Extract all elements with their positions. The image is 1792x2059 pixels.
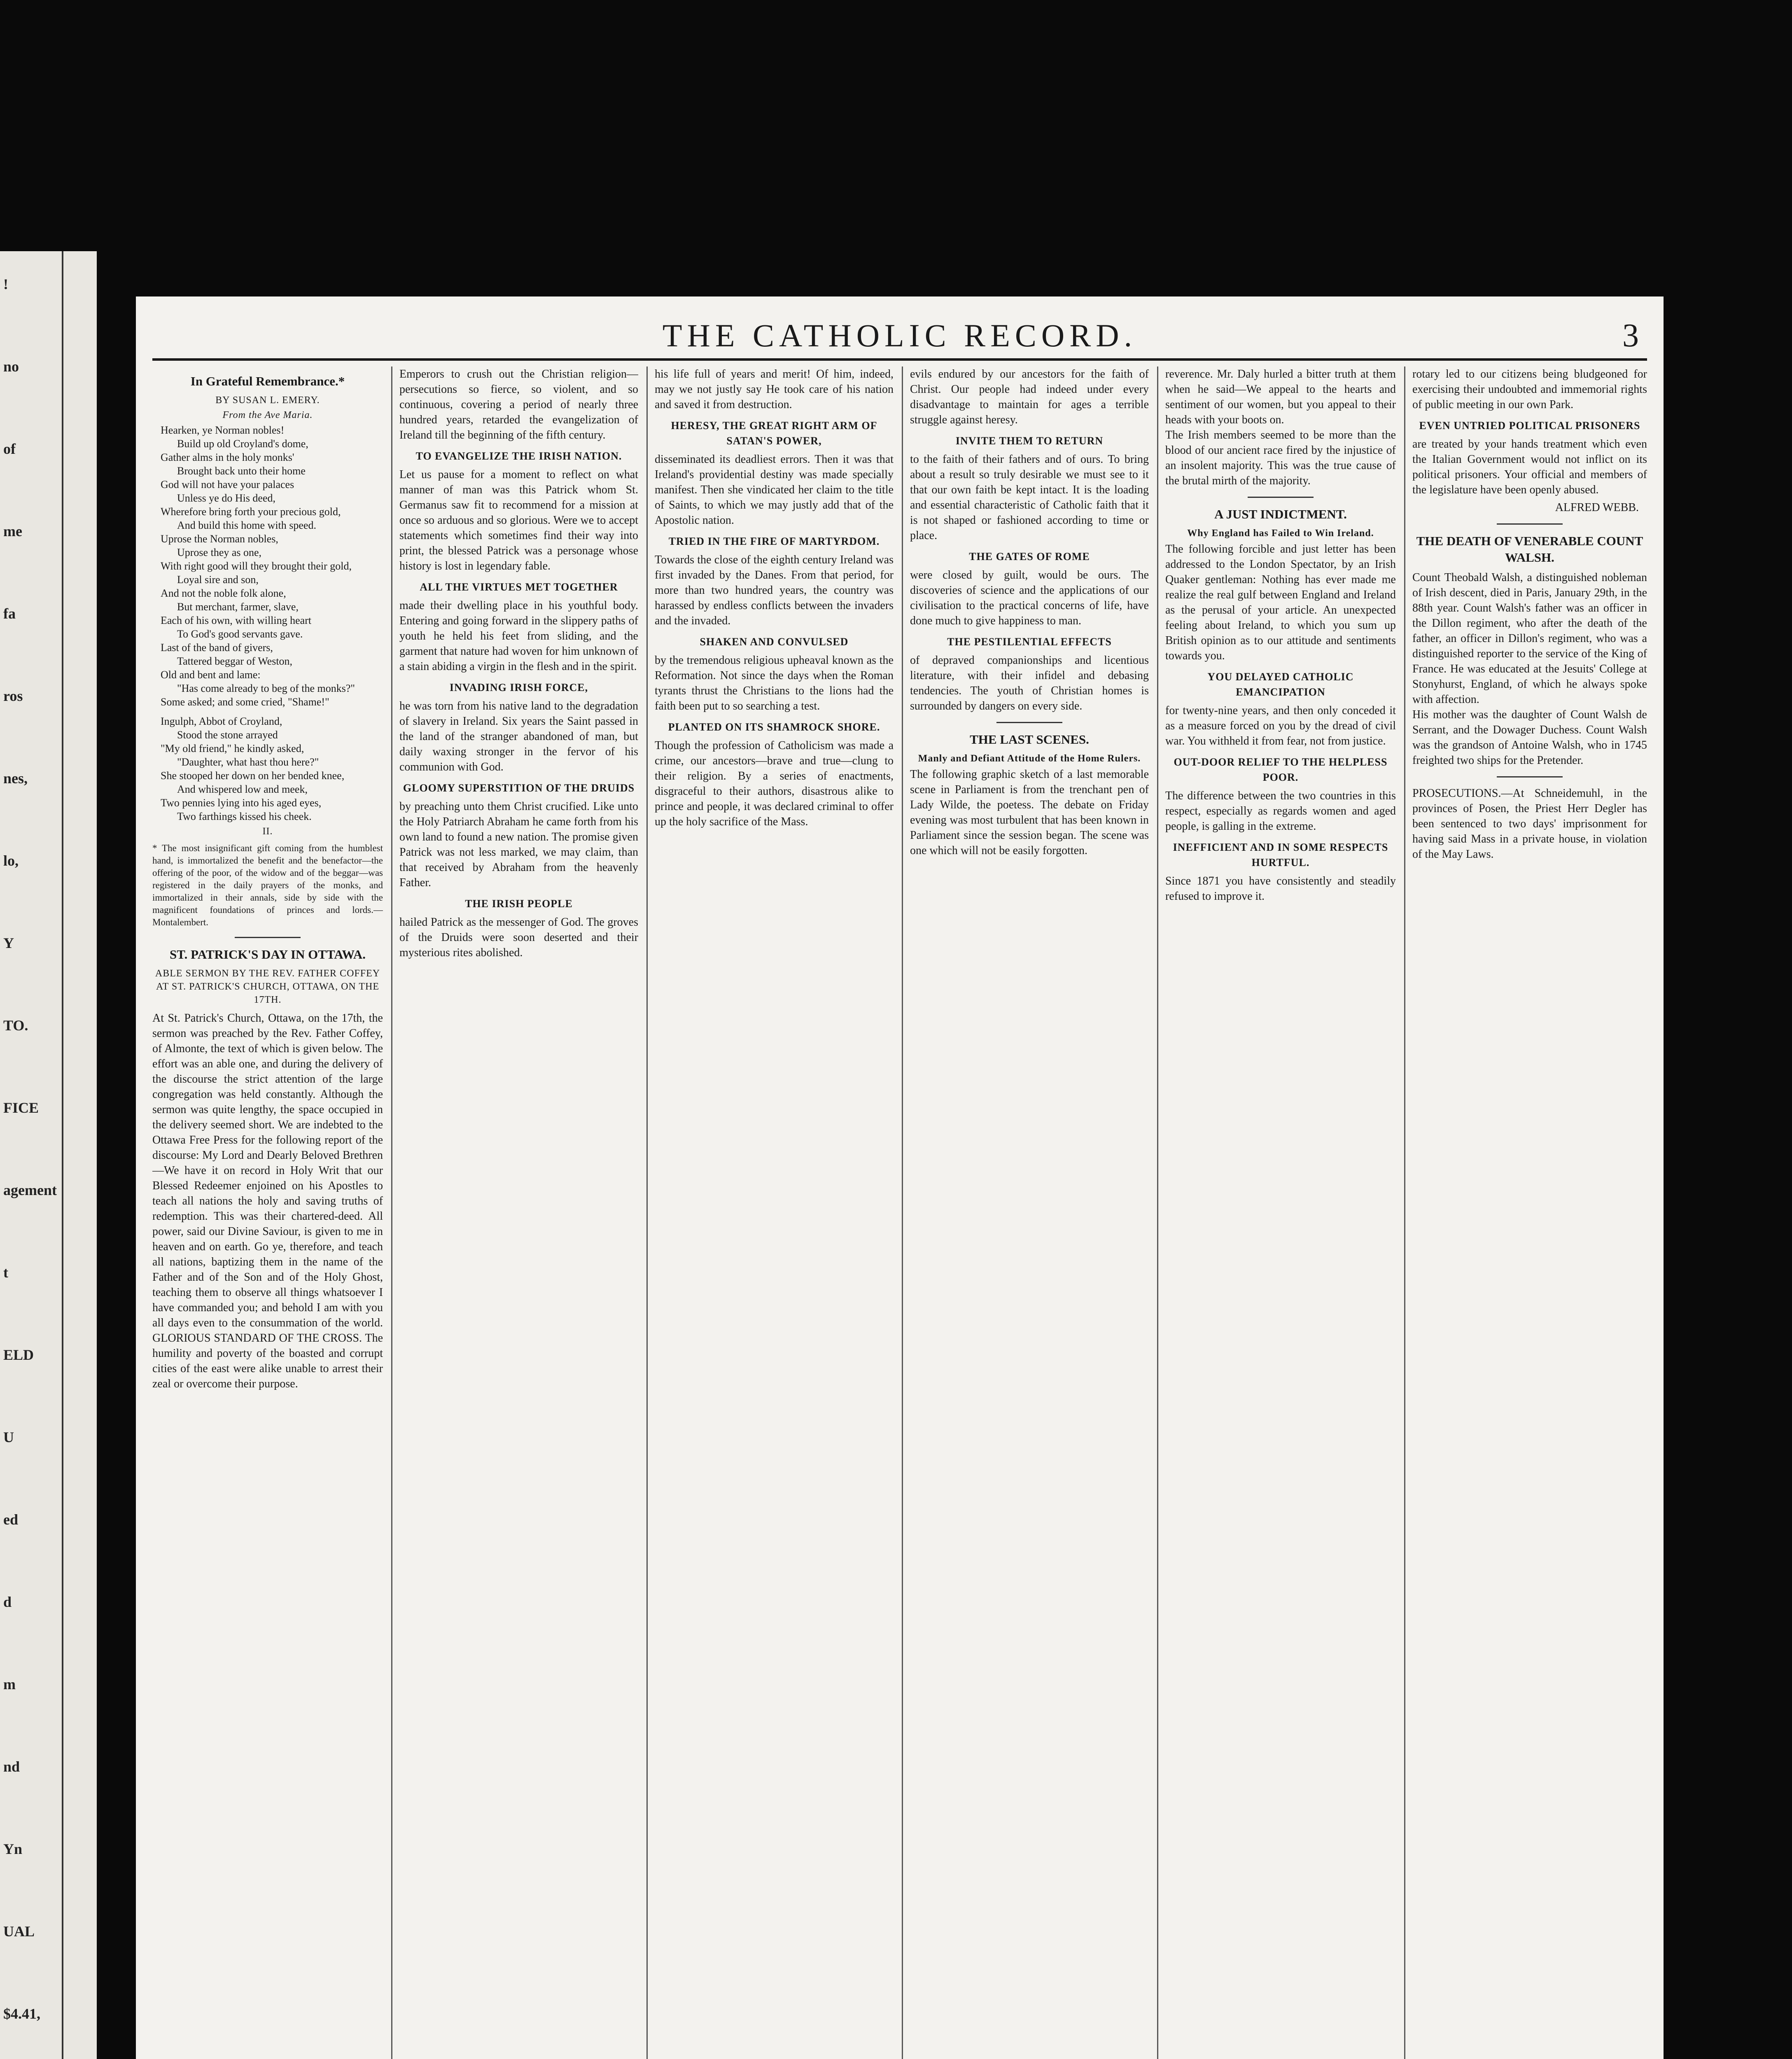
- poem-line: Tattered beggar of Weston,: [177, 655, 293, 667]
- column-text: The difference between the two countries in this respect, especially as regards women and aged people, is galling in the extreme.: [1165, 789, 1396, 833]
- article-title: A JUST INDICTMENT.: [1214, 507, 1347, 521]
- previous-page-text: TO.: [3, 1017, 28, 1034]
- poem-line: "My old friend," he kindly asked,: [161, 742, 304, 754]
- previous-page-text: of: [3, 441, 16, 457]
- poem-line: And whispered low and meek,: [177, 783, 308, 795]
- section-heading: THE IRISH PEOPLE: [465, 898, 573, 910]
- divider: [235, 937, 301, 938]
- poem-title: In Grateful Remembrance.*: [190, 374, 345, 388]
- letter-signature: ALFRED WEBB.: [1555, 501, 1639, 514]
- article-columns: [152, 367, 1647, 2059]
- article-subtitle: Why England has Failed to Win Ireland.: [1187, 528, 1374, 539]
- column-rule: [62, 251, 63, 2059]
- section-heading: EVEN UNTRIED POLITICAL PRISONERS: [1419, 420, 1640, 432]
- column-1: [152, 367, 383, 2059]
- section-heading: INEFFICIENT AND IN SOME RESPECTS HURTFUL.: [1173, 841, 1388, 868]
- column-text: disseminated its deadliest errors. Then it was that Ireland's providential destiny was made specially manifest. Then she vindicated her claim to the title of Saints, to which we may justly add that of the Apostolic nation.: [655, 453, 894, 527]
- column-rule: [1157, 367, 1158, 2059]
- masthead-rule: [152, 358, 1647, 361]
- column-text: made their dwelling place in his youthful body. Entering and going forward in the slippery paths of youth he held his feet from sliding, and the garment that nature had woven for him unknown of a stain abiding a virgin in the flesh and in the spirit.: [399, 599, 638, 673]
- poem-line: Gather alms in the holy monks': [161, 451, 294, 463]
- poem-line: Wherefore bring forth your precious gold,: [161, 506, 341, 518]
- poem-line: Two pennies lying into his aged eyes,: [161, 797, 322, 809]
- previous-page-text: $4.41,: [3, 2005, 40, 2022]
- previous-page-text: no: [3, 358, 19, 375]
- column-text: Since 1871 you have consistently and steadily refused to improve it.: [1165, 875, 1396, 903]
- column-text: of depraved companionships and licentious literature, with their infidel and debasing tendencies. The youth of Christian homes is surrounded by dangers on every side.: [910, 654, 1149, 712]
- previous-page-text: ELD: [3, 1347, 34, 1363]
- poem-line: Uprose they as one,: [177, 546, 262, 558]
- column-rule: [1404, 367, 1405, 2059]
- column-text: Emperors to crush out the Christian religion—persecutions so fierce, so violent, and so continuous, covering a period of nearly three hundred years, retarded the evangelization of Ireland till the beginning of the fifth century.: [399, 368, 638, 441]
- section-heading: YOU DELAYED CATHOLIC EMANCIPATION: [1207, 671, 1354, 698]
- poem-line: Uprose the Norman nobles,: [161, 533, 278, 545]
- poem-line: Old and bent and lame:: [161, 669, 261, 681]
- poem-stanza-1: [152, 423, 383, 709]
- column-text: rotary led to our citizens being bludgeoned for exercising their undoubted and immemorial rights of public meeting in our own Park.: [1412, 368, 1647, 411]
- column-text: The Irish members seemed to be more than the blood of our ancient race fired by the injustice of an insolent majority. This was the true cause of the brutal mirth of the majority.: [1165, 429, 1396, 487]
- column-text: his life full of years and merit! Of him, indeed, may we not justly say He took care of his nation and saved it from destruction.: [655, 368, 894, 411]
- section-heading: SHAKEN AND CONVULSED: [700, 636, 849, 648]
- previous-page-text: lo,: [3, 852, 19, 869]
- section-heading: GLOOMY SUPERSTITION OF THE DRUIDS: [403, 782, 635, 794]
- column-text: evils endured by our ancestors for the faith of Christ. Our people had indeed under every disadvantage to maintain for ages a terrible struggle against heresy.: [910, 368, 1149, 426]
- poem-line: And not the noble folk alone,: [161, 587, 286, 599]
- previous-page-text: Yn: [3, 1841, 23, 1857]
- poem-line: Each of his own, with willing heart: [161, 614, 312, 626]
- divider: [1248, 497, 1314, 498]
- previous-page-text: nd: [3, 1758, 20, 1775]
- previous-page-text: UAL: [3, 1923, 35, 1940]
- column-text: he was torn from his native land to the degradation of slavery in Ireland. Six years the Saint passed in the land of the stranger abandoned of man, but daily waxing stronger in the fervor of his communion with God.: [399, 700, 638, 773]
- poem-line: Some asked; and some cried, "Shame!": [161, 696, 329, 708]
- column-4: [910, 367, 1149, 2059]
- section-heading: TRIED IN THE FIRE OF MARTYRDOM.: [668, 535, 880, 547]
- article-subtitle: ABLE SERMON BY THE REV. FATHER COFFEY AT ST. PATRICK'S CHURCH, OTTAWA, ON THE 17TH.: [155, 968, 380, 1005]
- previous-page-text: ed: [3, 1511, 18, 1528]
- column-text: for twenty-nine years, and then only conceded it as a measure forced on you by the dread of civil war. You withheld it from fear, not from justice.: [1165, 704, 1396, 747]
- poem-line: Two farthings kissed his cheek.: [177, 810, 312, 822]
- page-number: 3: [1622, 317, 1639, 354]
- poem-line: And build this home with speed.: [177, 519, 316, 531]
- poem-line: But merchant, farmer, slave,: [177, 601, 299, 613]
- column-text: were closed by guilt, would be ours. The discoveries of science and the applications of our civilisation to the practical concerns of life, have done much to give happiness to man.: [910, 569, 1149, 627]
- poem-line: Ingulph, Abbot of Croyland,: [161, 715, 282, 727]
- divider: [1497, 523, 1563, 525]
- article-title: THE DEATH OF VENERABLE COUNT WALSH.: [1416, 534, 1643, 565]
- column-text: His mother was the daughter of Count Walsh de Serrant, and the Dowager Duchess. Count Walsh was the grandson of Antoine Walsh, who in 1745 freighted two ships for the Pretender.: [1412, 708, 1647, 767]
- section-heading: PLANTED ON ITS SHAMROCK SHORE.: [668, 721, 880, 733]
- previous-page-text: d: [3, 1594, 12, 1610]
- poem-line: "Has come already to beg of the monks?": [177, 682, 355, 694]
- previous-page-text: FICE: [3, 1100, 39, 1116]
- section-heading: THE GATES OF ROME: [969, 551, 1090, 563]
- poem-author: BY SUSAN L. EMERY.: [215, 395, 320, 406]
- article-body: At St. Patrick's Church, Ottawa, on the 17th, the sermon was preached by the Rev. Father Coffey, of Almonte, the text of which is given below. The effort was an able one, and during the delivery of the discourse the strict attention of the large congregation was held constantly. Although the sermon was quite lengthy, the space occupied in the delivery seemed short. We are indebted to the Ottawa Free Press for the following report of the discourse: My Lord and Dearly Beloved Brethren—We have it on record in Holy Writ that our Blessed Redeemer enjoined on his Apostles to teach all nations the holy and saving truths of redemption. This was their chartered-deed. All power, said our Divine Saviour, is given to me in heaven and on earth. Go ye, therefore, and teach all nations, baptizing them in the name of the Father and of the Son and of the Holy Ghost, teaching them to observe all things whatsoever I have commanded you; and behold I am with you all days even to the consummation of the world. GLORIOUS STANDARD OF THE CROSS. The humility and poverty of the boasted and corrupt cities of the east were alike unable to arrest their zeal or overcome their purpose.: [152, 1012, 383, 1390]
- poem-line: God will not have your palaces: [161, 479, 294, 490]
- column-rule: [391, 367, 392, 2059]
- newspaper-title: THE CATHOLIC RECORD.: [662, 317, 1137, 353]
- poem-source: From the Ave Maria.: [222, 410, 313, 420]
- column-text: Though the profession of Catholicism was made a crime, our ancestors—brave and true—clung to their religion. By a series of enactments, disgraceful to their authors, disastrous alike to prince and people, it was declared criminal to offer up the holy sacrifice of the Mass.: [655, 739, 894, 828]
- column-text: by preaching unto them Christ crucified. Like unto the Holy Patriarch Abraham he came forth from his own land to found a new nation. The promise given Patrick was not less marked, we may claim, than that received by Abraham from the heavenly Father.: [399, 800, 638, 889]
- column-text: PROSECUTIONS.—At Schneidemuhl, in the provinces of Posen, the Priest Herr Degler has been sentenced to two days' imprisonment for having said Mass in a private house, in violation of the May Laws.: [1412, 787, 1647, 861]
- section-heading: HERESY, THE GREAT RIGHT ARM OF SATAN'S POWER,: [671, 420, 877, 447]
- newspaper-page: [136, 296, 1664, 2059]
- divider: [996, 722, 1062, 723]
- column-5: [1165, 367, 1396, 2059]
- poem-line: Build up old Croyland's dome,: [177, 438, 308, 450]
- previous-page-text: U: [3, 1429, 14, 1445]
- article-title: ST. PATRICK'S DAY IN OTTAWA.: [169, 947, 366, 962]
- poem-line: Stood the stone arrayed: [177, 729, 278, 741]
- poem-stanza-2: [152, 714, 383, 823]
- poem-line: To God's good servants gave.: [177, 628, 303, 640]
- column-text: Towards the close of the eighth century Ireland was first invaded by the Danes. From that period, for more than two hundred years, the country was harassed by endless conflicts between the invaders and the invaded.: [655, 553, 894, 627]
- column-text: by the tremendous religious upheaval known as the Reformation. Not since the days when the Roman tyrants thrust the Christians to the lions had the faith been put to so searching a test.: [655, 654, 894, 712]
- section-heading: OUT-DOOR RELIEF TO THE HELPLESS POOR.: [1174, 756, 1388, 783]
- column-text: are treated by your hands treatment which even the Italian Government would not inflict on its political prisoners. Your official and members of the legislature have been openly abused.: [1412, 438, 1647, 496]
- previous-page-text: ros: [3, 688, 23, 704]
- section-heading: ALL THE VIRTUES MET TOGETHER: [420, 581, 618, 593]
- section-heading: INVADING IRISH FORCE,: [449, 682, 588, 693]
- column-text: hailed Patrick as the messenger of God. The groves of the Druids were soon deserted and their mysterious rites abolished.: [399, 916, 638, 959]
- column-rule: [902, 367, 903, 2059]
- poem-line: Unless ye do His deed,: [177, 492, 276, 504]
- column-text: Count Theobald Walsh, a distinguished nobleman of Irish descent, died in Paris, January 29th, in the 88th year. Count Walsh's father was an officer in the Dillon regiment, who after the death of the father, an officer in Dillon's regiment, who was a distinguished reporter to the service of the King of France. He was educated at the Jesuits' College at Stonyhurst, England, of which he always spoke with affection.: [1412, 571, 1647, 706]
- article-title: THE LAST SCENES.: [970, 732, 1089, 747]
- poem-line: She stooped her down on her bended knee,: [161, 770, 345, 782]
- previous-page-text: Y: [3, 935, 14, 951]
- column-text: to the faith of their fathers and of ours. To bring about a result so truly desirable we must see to it that our own faith be kept intact. It is the loading and essential characteristic of Catholic faith that it is not shaped or fashioned according to time or place.: [910, 453, 1149, 542]
- column-text: reverence. Mr. Daly hurled a bitter truth at them when he said—We appeal to the hearts and sentiment of our women, but you appeal to their heads with your boots on.: [1165, 368, 1396, 426]
- poem-line: With right good will they brought their gold,: [161, 560, 352, 572]
- poem-footnote: * The most insignificant gift coming from the humblest hand, is immortalized the benefit and the benefactor—the offering of the poor, of the widow and of the beggar—was registered in the daily prayers of the monks, and immortalized in their annals, side by side with the magnificent foundations of princes and lords.—Montalembert.: [152, 843, 383, 927]
- column-6: [1412, 367, 1647, 2059]
- previous-page-text: me: [3, 523, 22, 539]
- divider: [1497, 776, 1563, 777]
- poem-line: Loyal sire and son,: [177, 574, 259, 586]
- poem-part-number: II.: [262, 826, 273, 837]
- column-text: The following forcible and just letter has been addressed to the London Spectator, by an Irish Quaker gentleman: Nothing has ever made me realize the real gulf between England and Ireland as the perusal of your article. An unexpected feeling about Ireland, to which you sum up British opinion as to our attitude and sentiments towards you.: [1165, 543, 1396, 662]
- poem-line: "Daughter, what hast thou here?": [177, 756, 319, 768]
- column-3: [655, 367, 894, 2059]
- column-text: The following graphic sketch of a last memorable scene in Parliament is from the trenchant pen of Lady Wilde, the poetess. The debate on Friday evening was most turbulent that has been known in Parliament since the session began. The scene was one which will not be easily forgotten.: [910, 768, 1149, 857]
- previous-page-fragment: [0, 251, 97, 2059]
- column-rule: [646, 367, 648, 2059]
- poem-line: Last of the band of givers,: [161, 642, 273, 654]
- previous-page-text: !: [3, 276, 8, 292]
- poem-line: Brought back unto their home: [177, 465, 306, 477]
- previous-page-text: m: [3, 1676, 16, 1692]
- previous-page-text: t: [3, 1264, 8, 1281]
- section-heading: THE PESTILENTIAL EFFECTS: [947, 636, 1112, 648]
- column-2: [399, 367, 638, 2059]
- column-text: Let us pause for a moment to reflect on what manner of man was this Patrick whom St. Germanus saw fit to recommend for a mission at once so arduous and so glorious. Were we to accept statements which sometimes find their way into print, the blessed Patrick was a personage whose history is lost in legendary fable.: [399, 468, 638, 572]
- masthead: [136, 317, 1664, 354]
- section-heading: TO EVANGELIZE THE IRISH NATION.: [415, 450, 622, 462]
- poem-line: Hearken, ye Norman nobles!: [161, 424, 285, 436]
- previous-page-text: agement: [3, 1182, 57, 1198]
- article-subtitle: Manly and Defiant Attitude of the Home Rulers.: [918, 753, 1141, 764]
- previous-page-text: fa: [3, 605, 16, 622]
- section-heading: INVITE THEM TO RETURN: [955, 435, 1104, 447]
- previous-page-text: nes,: [3, 770, 28, 787]
